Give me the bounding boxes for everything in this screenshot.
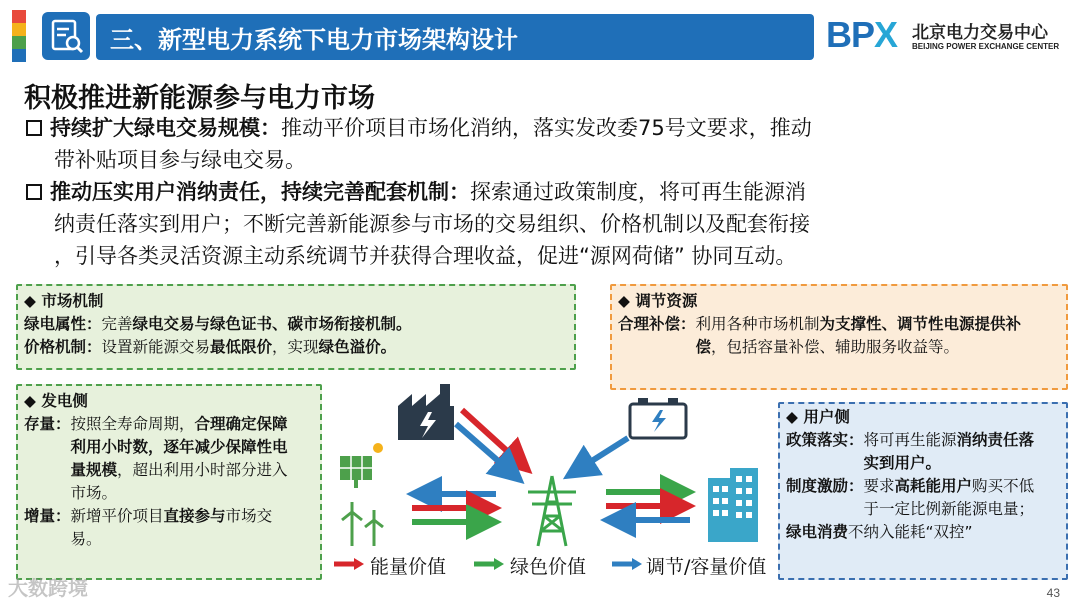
row-text: 利用各种市场机制 (695, 315, 820, 333)
legend-regulation-swatch (612, 557, 644, 571)
logo-cn-name: 北京电力交易中心 (912, 23, 1048, 43)
bullet2-text-line3: ，引导各类灵活资源主动系统调节并获得合理收益，促进“源网荷储” 协同互动。 (54, 244, 797, 268)
regulation-resources-panel (610, 284, 1068, 390)
row-text: 服务收益等。 (866, 338, 960, 356)
row-emphasis: 减少保障性电量规模 (70, 438, 288, 479)
price-mechanism-row (18, 336, 574, 359)
main-heading: 积极推进新能源参与电力市场 (24, 83, 375, 114)
energy-flow-diagram (320, 376, 780, 556)
bullet2-text-line1: 探索通过政策制度，将可再生能源消 (470, 180, 806, 204)
row-emphasis: 高耗能用户 (894, 477, 973, 495)
transmission-tower-icon (528, 476, 576, 546)
panel-title: ◆ 用户侧 (786, 408, 850, 426)
row-emphasis: 为支撑性、调节性 (819, 315, 944, 333)
solar-panel-icon (340, 443, 383, 488)
bpx-logo: BPX (826, 14, 898, 55)
row-emphasis: 绿电交易与绿色证书、碳市场衔接机制。 (132, 315, 412, 333)
row-emphasis: 最低限价 (210, 338, 273, 356)
row-text: 按照全寿命周期， (70, 415, 195, 433)
row-emphasis: 电源提供补偿 (695, 315, 1022, 356)
row-label: 增量： (24, 507, 71, 525)
regulation-arrow (568, 438, 628, 476)
bullet1-bold: 持续扩大绿电交易规模： (50, 116, 281, 140)
row-text: 将可再生能源 (863, 431, 957, 449)
panel-title: ◆ 市场机制 (24, 292, 104, 310)
building-icon (708, 468, 758, 542)
logo-en-name: BEIJING POWER EXCHANGE CENTER (912, 42, 1060, 51)
row-emphasis: 消纳 (956, 431, 988, 449)
color-strip (12, 10, 26, 62)
green-attribute-row (18, 313, 574, 336)
new-projects-row (18, 505, 320, 551)
row-text: ，包括容量补偿、辅助 (711, 338, 867, 356)
page-title: 三、新型电力系统下电力市场架构设计 (110, 26, 518, 54)
row-text: 不纳入能耗“双控” (848, 523, 973, 541)
row-label: 存量： (24, 415, 71, 433)
policy-row (780, 429, 1066, 475)
bullet-user-responsibility (26, 176, 1066, 272)
market-mechanism-panel (16, 284, 576, 370)
page-number: 43 (1046, 586, 1060, 600)
panel-title: ◆ 发电侧 (24, 392, 88, 410)
row-text: 新增平价项目 (70, 507, 164, 525)
row-text: 完善 (101, 315, 133, 333)
row-text: ，超 (117, 461, 149, 479)
row-text: 买不低于一定比例 (863, 477, 1035, 518)
row-label: 绿电属性： (24, 315, 102, 333)
compensation-row (612, 313, 1066, 359)
row-label: 制度激励： (786, 477, 864, 495)
consumption-row (780, 521, 1066, 544)
row-emphasis: 绿电消费 (786, 523, 849, 541)
wind-turbine-icon (342, 502, 383, 546)
bullet2-bold: 推动压实用户消纳责任，持续完善配套机制： (50, 180, 470, 204)
header-bar (96, 14, 814, 60)
user-side-panel (778, 402, 1068, 580)
row-text: 要求 (863, 477, 895, 495)
row-text: ，实现 (272, 338, 319, 356)
row-emphasis: 责任落实到用户。 (863, 431, 1035, 472)
battery-icon (630, 398, 686, 438)
panel-title: ◆ 调节资源 (618, 292, 698, 310)
row-emphasis: 直接参与 (163, 507, 226, 525)
factory-icon (398, 384, 454, 440)
legend-green-label: 绿色价值 (510, 556, 587, 578)
row-text: 设置新能源交易 (101, 338, 211, 356)
row-label: 政策落实： (786, 431, 864, 449)
square-bullet-icon (26, 120, 42, 136)
bullet-green-trade (26, 112, 1066, 176)
row-emphasis: 合理确 (194, 415, 242, 433)
row-text: 新能源电量； (941, 500, 1035, 518)
row-label: 合理补偿： (618, 315, 696, 333)
row-text: 市 (225, 507, 242, 525)
row-text: 出利用小时部分进入市场。 (70, 461, 288, 502)
row-emphasis: 绿色溢价。 (318, 338, 397, 356)
square-bullet-icon (26, 184, 42, 200)
row-text: 购 (972, 477, 988, 495)
legend-energy-label: 能量价值 (370, 556, 447, 578)
bullet1-text-line1: 推动平价项目市场化消纳，落实发改委75号文要求，推动 (281, 116, 812, 140)
legend-energy-swatch (334, 557, 366, 571)
row-label: 价格机制： (24, 338, 102, 356)
legend-green-swatch (474, 557, 506, 571)
generation-side-panel (16, 384, 322, 580)
bullet2-text-line2: 纳责任落实到用户；不断完善新能源参与市场的交易组织、价格机制以及配套衔接 (54, 212, 810, 236)
checklist-icon (42, 12, 90, 60)
row-emphasis: 定保障利用小时数，逐年 (70, 415, 288, 456)
existing-projects-row (18, 413, 320, 505)
incentive-row (780, 475, 1066, 521)
watermark: 大数跨境 (8, 576, 88, 600)
bullet1-text-line2: 带补贴项目参与绿电交易。 (54, 148, 306, 172)
legend-regulation-label: 调节/容量价值 (646, 556, 767, 578)
row-text: 场交易。 (70, 507, 273, 548)
